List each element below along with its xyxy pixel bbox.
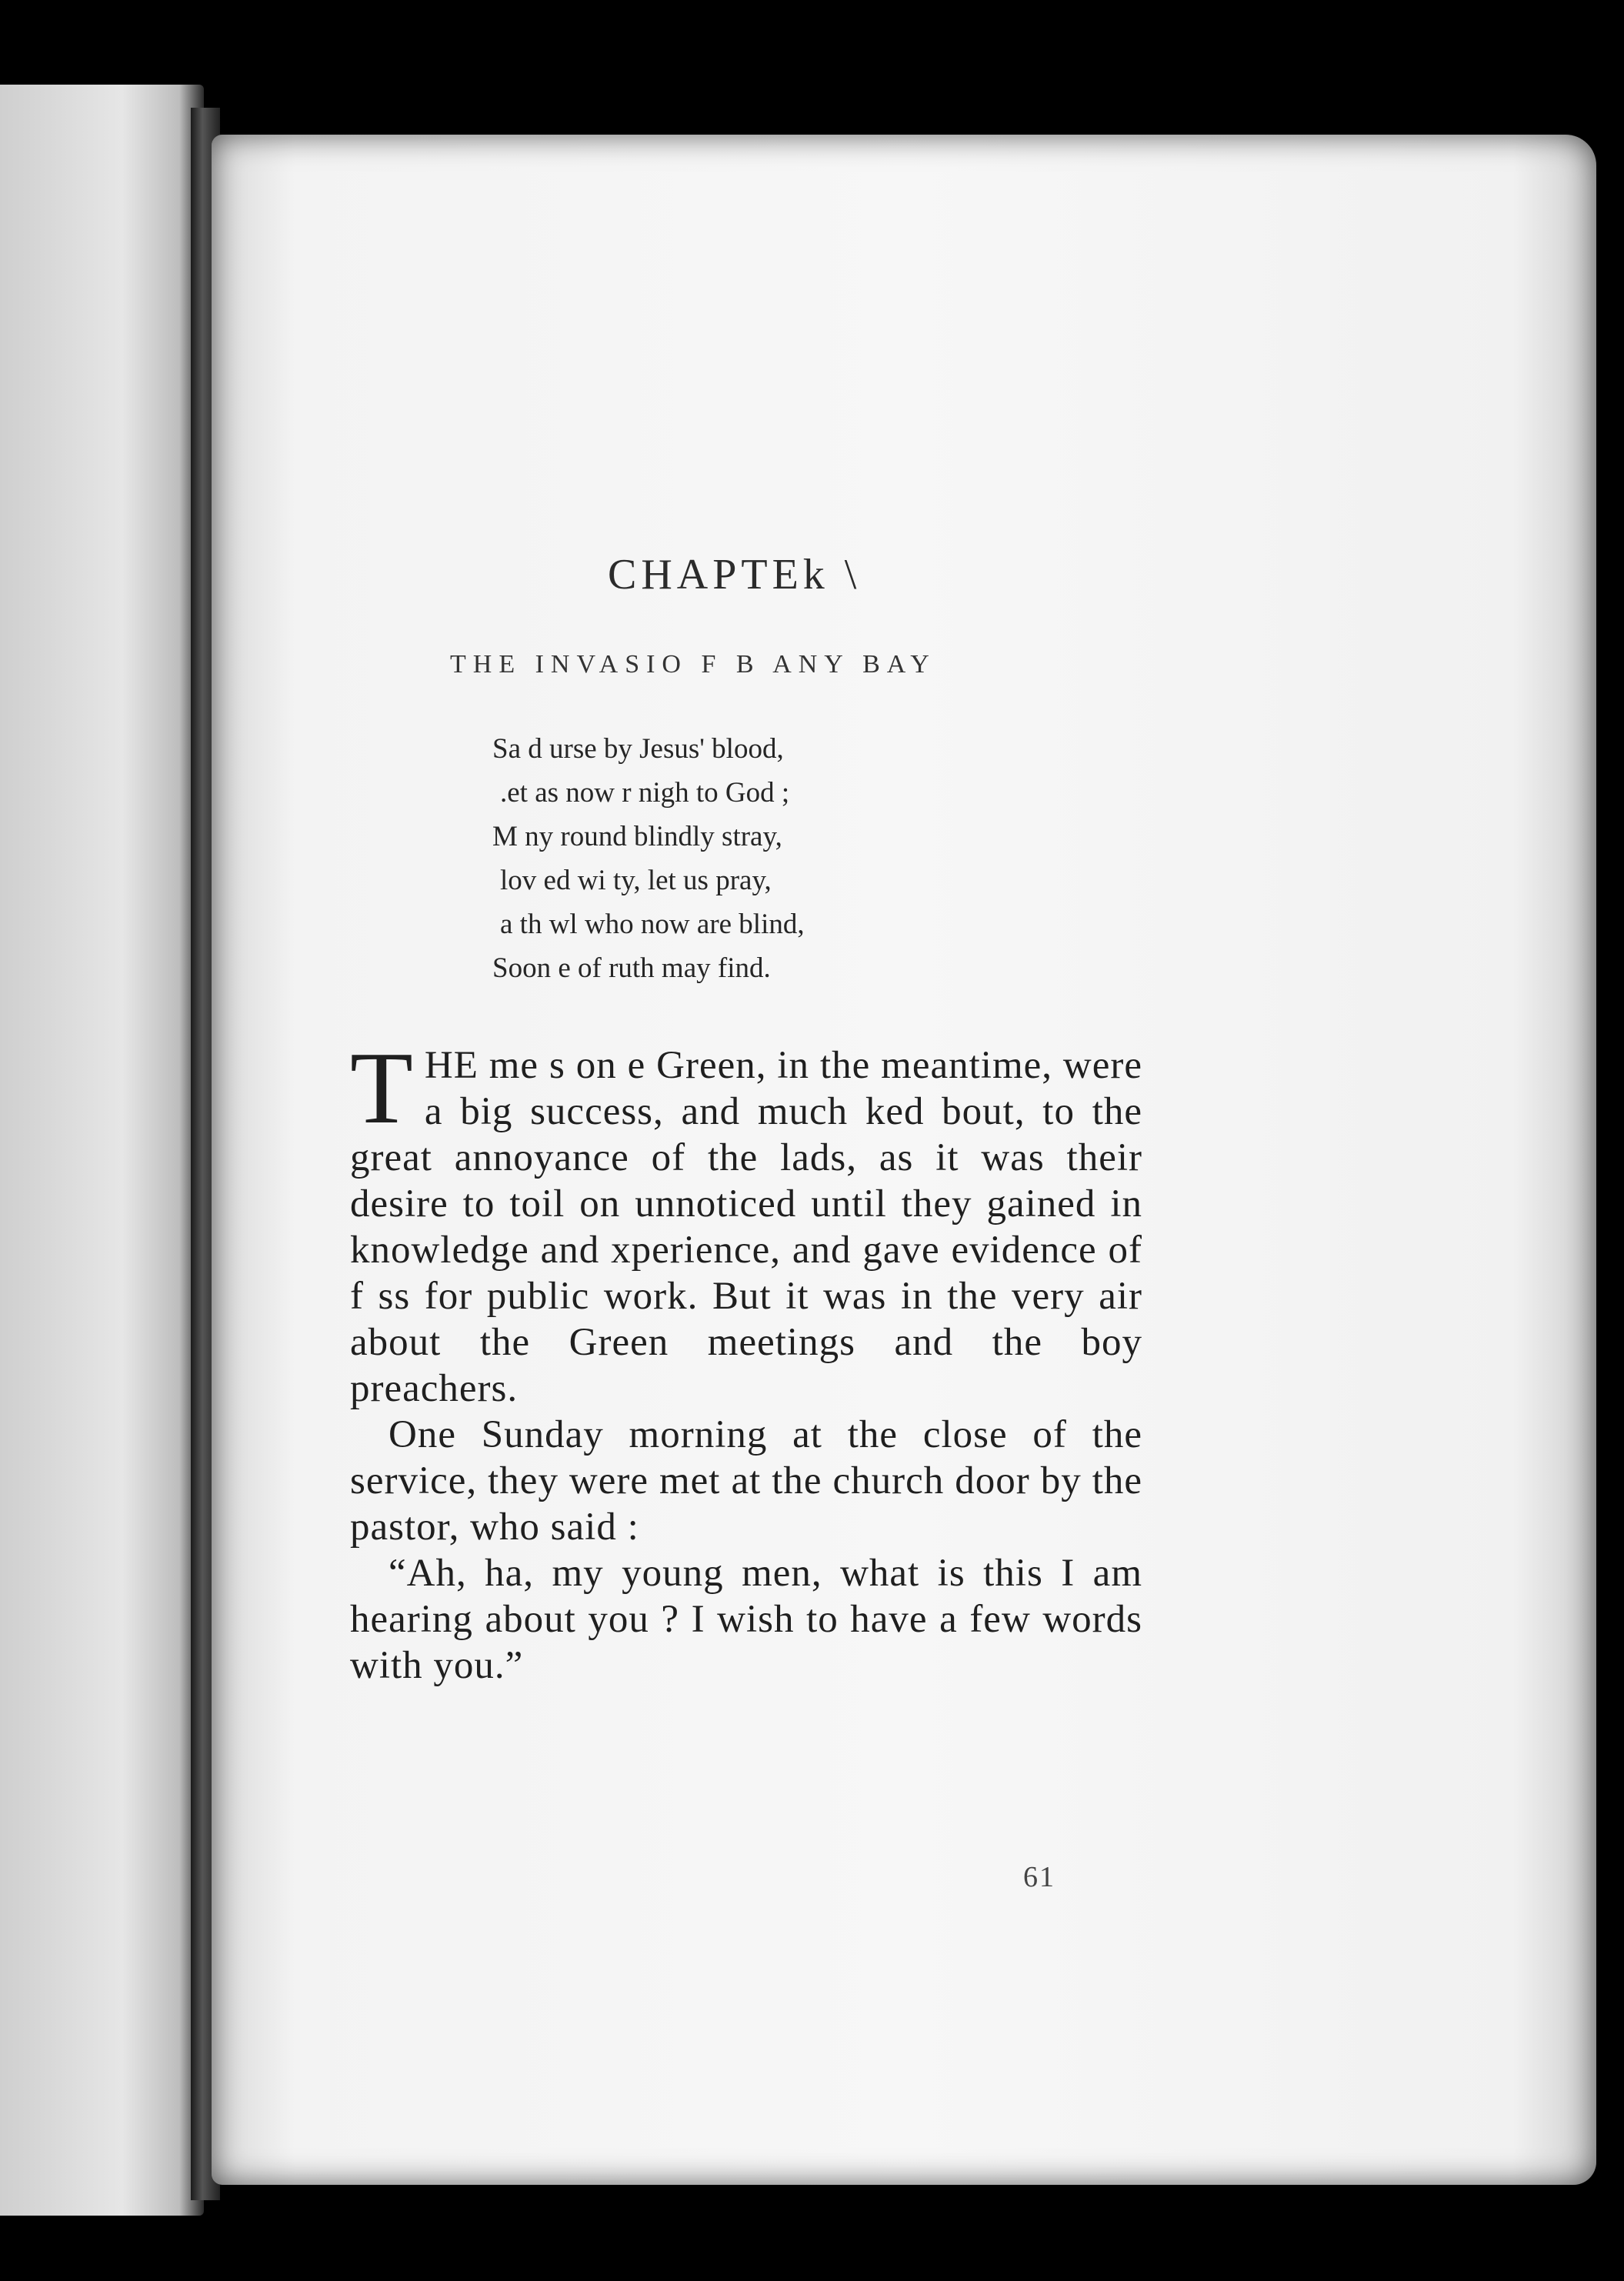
verse-line: a th wl who now are blind, [500, 909, 805, 940]
verse-line: M ny round blindly stray, [492, 821, 782, 852]
paragraph: “Ah, ha, my young men, what is this I am hearing about you ? I wish to have a few words with you.” [350, 1552, 1142, 1687]
drop-cap: T [350, 1031, 414, 1145]
paragraph [350, 1031, 1142, 1412]
verse-line: .et as now r nigh to God ; [500, 777, 790, 809]
verse-line: Soon e of ruth may find. [492, 952, 771, 984]
body-text [350, 1031, 1142, 1689]
paragraph-text: HE me s on e Green, in the meantime, were a big success, and much ked bout, to the great annoyance of the lads, as it was their desire to toil on unnoticed until they gained in knowledge and xperience, and gave evidence of f ss for public work. But it was in the very air about the Green meetings and the boy preachers. [350, 1044, 1142, 1410]
verse-line: Sa d urse by Jesus' blood, [492, 733, 784, 765]
page-number: 61 [1023, 1861, 1055, 1893]
verse-line: lov ed wi ty, let us pray, [500, 865, 772, 896]
chapter-title: THE INVASIO F B ANY BAY [450, 650, 936, 679]
left-facing-page [0, 85, 204, 2216]
paragraph: One Sunday morning at the close of the service, they were met at the church door by the pastor, who said : [350, 1413, 1142, 1549]
chapter-heading: CHAPTEk \ [608, 551, 862, 599]
epigraph-verse [492, 727, 1046, 990]
